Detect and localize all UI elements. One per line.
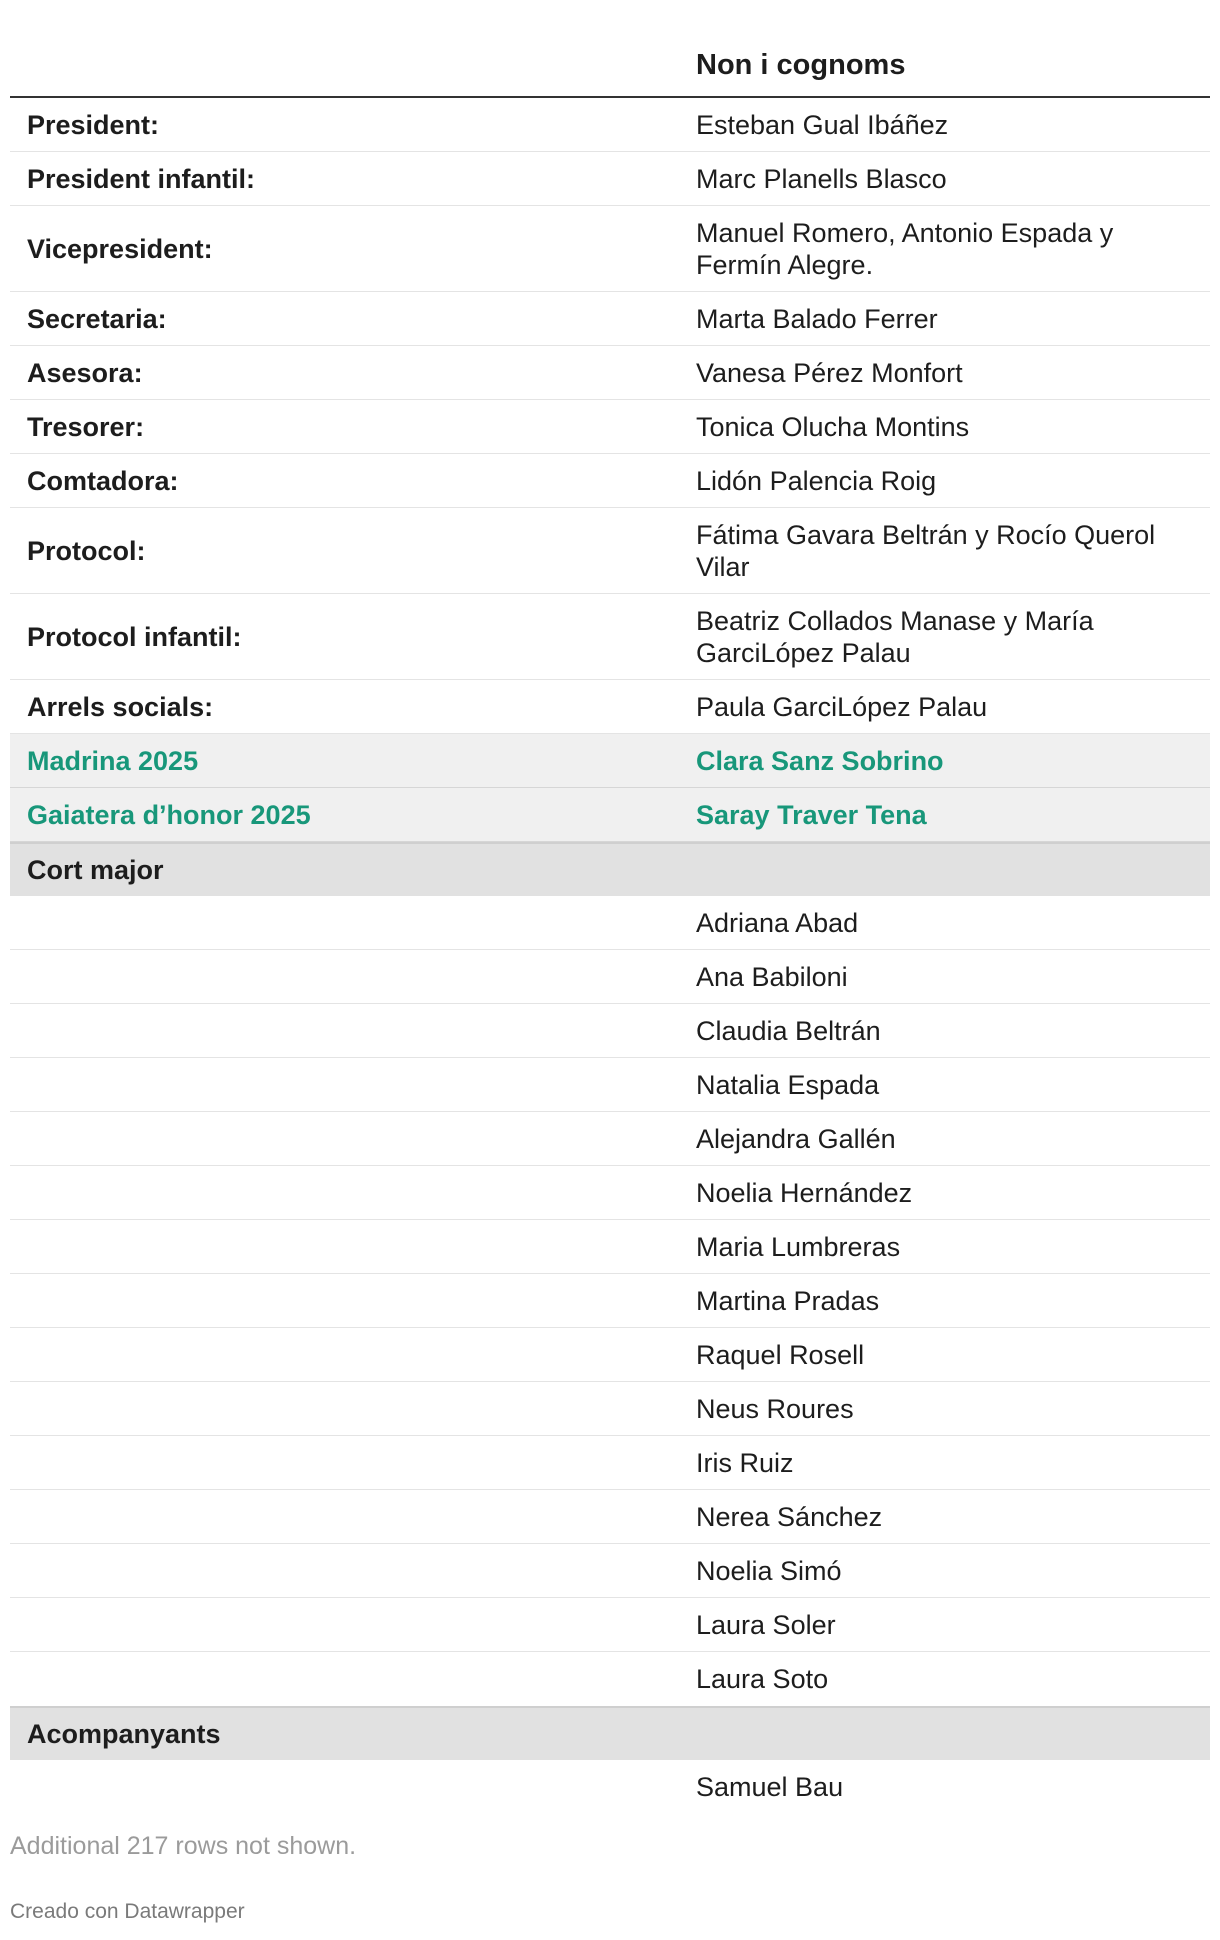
member-name-cell: Raquel Rosell bbox=[696, 1339, 865, 1370]
table-row bbox=[10, 346, 1210, 400]
role-cell: Gaiatera d’honor 2025 bbox=[27, 799, 311, 830]
table-row bbox=[10, 454, 1210, 508]
member-name-cell: Noelia Simó bbox=[696, 1555, 842, 1586]
table-row bbox=[10, 1760, 1210, 1814]
section-header-cort-major bbox=[10, 842, 1210, 896]
role-cell: Madrina 2025 bbox=[27, 745, 199, 776]
member-name-cell: Martina Pradas bbox=[696, 1285, 880, 1316]
name-cell: Saray Traver Tena bbox=[696, 799, 927, 830]
data-table bbox=[10, 0, 1210, 1814]
table-row bbox=[10, 1220, 1210, 1274]
member-name-cell: Maria Lumbreras bbox=[696, 1231, 901, 1262]
rows-not-shown-note: Additional 217 rows not shown. bbox=[10, 1832, 357, 1860]
name-cell: Marta Balado Ferrer bbox=[696, 303, 938, 334]
table-row bbox=[10, 508, 1210, 594]
highlight-row bbox=[10, 734, 1210, 788]
table-row bbox=[10, 950, 1210, 1004]
member-name-cell: Ana Babiloni bbox=[696, 961, 848, 992]
section-title: Cort major bbox=[27, 855, 164, 885]
name-cell: Marc Planells Blasco bbox=[696, 163, 947, 194]
member-name-cell: Laura Soler bbox=[696, 1609, 836, 1640]
role-cell: Protocol: bbox=[27, 535, 146, 566]
table-row bbox=[10, 400, 1210, 454]
role-cell: Arrels socials: bbox=[27, 691, 214, 722]
member-name-cell: Neus Roures bbox=[696, 1393, 854, 1424]
member-name-cell: Laura Soto bbox=[696, 1664, 829, 1694]
role-cell: Protocol infantil: bbox=[27, 621, 242, 652]
section-header-acompanyants bbox=[10, 1706, 1210, 1760]
highlight-row bbox=[10, 788, 1210, 842]
table-row bbox=[10, 1166, 1210, 1220]
table-header bbox=[10, 0, 1210, 98]
table-row bbox=[10, 292, 1210, 346]
table-row bbox=[10, 1058, 1210, 1112]
table-row bbox=[10, 1004, 1210, 1058]
name-cell: Clara Sanz Sobrino bbox=[696, 745, 944, 776]
member-name-cell: Natalia Espada bbox=[696, 1069, 880, 1100]
table-row bbox=[10, 680, 1210, 734]
member-name-cell: Claudia Beltrán bbox=[696, 1015, 881, 1046]
section-title: Acompanyants bbox=[27, 1719, 221, 1749]
role-cell: Vicepresident: bbox=[27, 233, 213, 264]
member-name-cell: Iris Ruiz bbox=[696, 1447, 794, 1478]
role-cell: President: bbox=[27, 109, 160, 140]
table-row bbox=[10, 1598, 1210, 1652]
name-cell: Esteban Gual Ibáñez bbox=[696, 109, 949, 140]
member-name-cell: Alejandra Gallén bbox=[696, 1123, 896, 1154]
name-cell: Manuel Romero, Antonio Espada y Fermín Alegre. bbox=[696, 217, 1114, 280]
member-name-cell: Adriana Abad bbox=[696, 907, 859, 938]
table-row bbox=[10, 1112, 1210, 1166]
header-cell-name: Non i cognoms bbox=[696, 49, 906, 81]
table-row bbox=[10, 98, 1210, 152]
table-row bbox=[10, 1490, 1210, 1544]
name-cell: Paula GarciLópez Palau bbox=[696, 691, 988, 722]
table-row bbox=[10, 1328, 1210, 1382]
member-name-cell: Nerea Sánchez bbox=[696, 1501, 883, 1532]
table-row bbox=[10, 1274, 1210, 1328]
role-cell: Tresorer: bbox=[27, 411, 145, 442]
table-row bbox=[10, 1436, 1210, 1490]
name-cell: Vanesa Pérez Monfort bbox=[696, 357, 963, 388]
name-cell: Fátima Gavara Beltrán y Rocío Querol Vilar bbox=[696, 519, 1156, 582]
member-name-cell: Noelia Hernández bbox=[696, 1177, 913, 1208]
table-row bbox=[10, 206, 1210, 292]
table-row bbox=[10, 1544, 1210, 1598]
datawrapper-credit: Creado con Datawrapper bbox=[10, 1900, 245, 1923]
role-cell: Asesora: bbox=[27, 357, 143, 388]
role-cell: President infantil: bbox=[27, 163, 256, 194]
name-cell: Beatriz Collados Manase y María GarciLópez Palau bbox=[696, 605, 1094, 668]
name-cell: Tonica Olucha Montins bbox=[696, 411, 970, 442]
member-name-cell: Samuel Bau bbox=[696, 1772, 844, 1802]
table-row bbox=[10, 1382, 1210, 1436]
name-cell: Lidón Palencia Roig bbox=[696, 465, 937, 496]
role-cell: Secretaria: bbox=[27, 303, 167, 334]
table-row bbox=[10, 152, 1210, 206]
table-row bbox=[10, 1652, 1210, 1706]
table-row bbox=[10, 594, 1210, 680]
table-row bbox=[10, 896, 1210, 950]
role-cell: Comtadora: bbox=[27, 465, 179, 496]
